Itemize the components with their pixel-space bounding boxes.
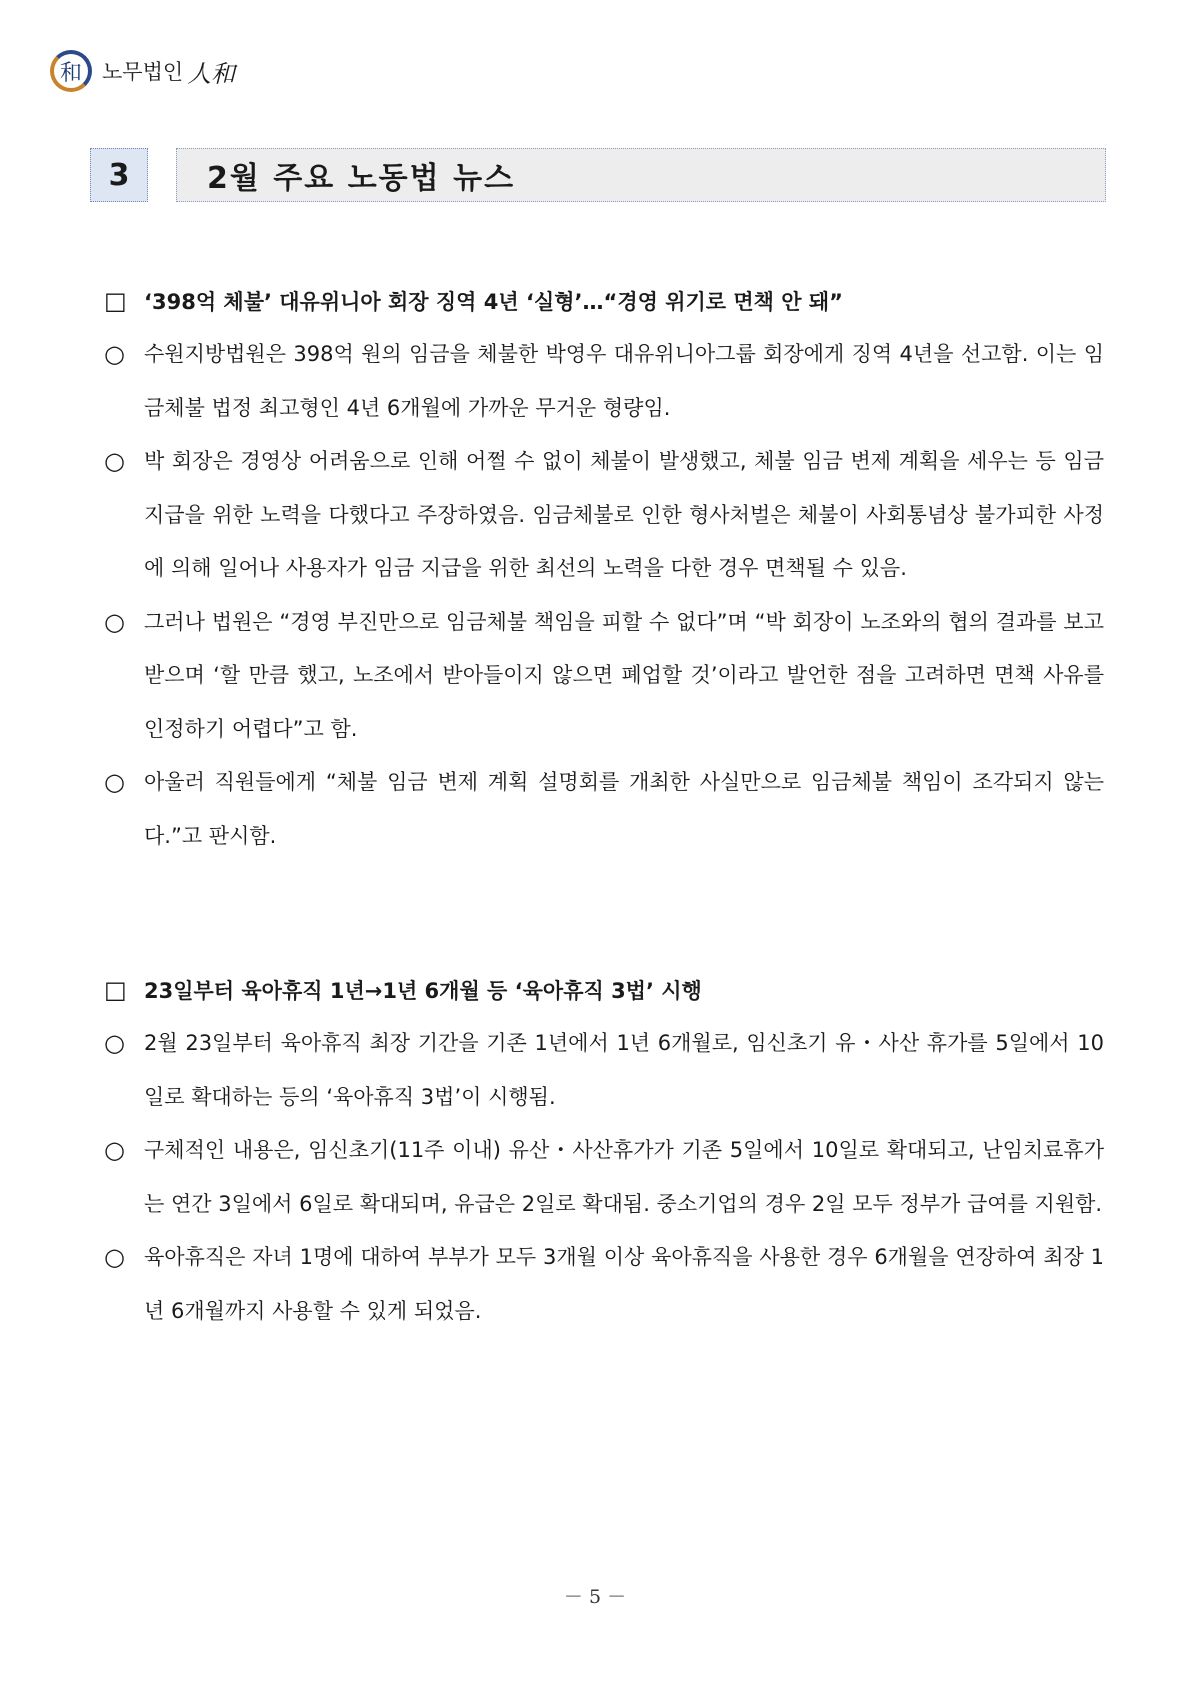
section-title: 2월 주요 노동법 뉴스 [176, 148, 1106, 202]
list-item [104, 1017, 1104, 1124]
article-heading [104, 274, 1104, 328]
list-item-text: 구체적인 내용은, 임신초기(11주 이내) 유산・사산휴가가 기존 5일에서 10일로 확대되고, 난임치료휴가는 연간 3일에서 6일로 확대되며, 유급은 2일로 확대됨. 중소기업의 경우 2일 모두 정부가 급여를 지원함. [144, 1138, 1104, 1216]
list-item-text: 육아휴직은 자녀 1명에 대하여 부부가 모두 3개월 이상 육아휴직을 사용한 경우 6개월을 연장하여 최장 1년 6개월까지 사용할 수 있게 되었음. [144, 1245, 1104, 1323]
spacer [104, 863, 1104, 963]
list-item [104, 328, 1104, 435]
checkbox-square-icon: □ [104, 976, 127, 1004]
circle-bullet-icon: ○ [104, 1136, 125, 1164]
list-item-text: 수원지방법원은 398억 원의 임금을 체불한 박영우 대유위니아그룹 회장에게 징역 4년을 선고함. 이는 임금체불 법정 최고형인 4년 6개월에 가까운 무거운 형량임. [144, 342, 1104, 420]
list-item-text: 아울러 직원들에게 “체불 임금 변제 계획 설명회를 개최한 사실만으로 임금체불 책임이 조각되지 않는다.”고 판시함. [144, 770, 1104, 848]
list-item-text: 그러나 법원은 “경영 부진만으로 임금체불 책임을 피할 수 없다”며 “박 회장이 노조와의 협의 결과를 보고받으며 ‘할 만큼 했고, 노조에서 받아들이지 않으면 폐업할 것’이라고 발언한 점을 고려하면 면책 사유를 인정하기 어렵다”고 함. [144, 609, 1104, 741]
checkbox-square-icon: □ [104, 287, 127, 315]
circle-bullet-icon: ○ [104, 607, 125, 636]
article-heading [104, 963, 1104, 1017]
list-item [104, 1231, 1104, 1338]
org-name-hanja: 人和 [187, 59, 236, 88]
circle-bullet-icon: ○ [104, 447, 125, 475]
list-item [104, 756, 1104, 863]
circle-bullet-icon: ○ [104, 1243, 125, 1271]
article-heading-text: 23일부터 육아휴직 1년→1년 6개월 등 ‘육아휴직 3법’ 시행 [144, 979, 702, 1003]
org-name: 노무법인 [102, 60, 184, 84]
list-item-text: 박 회장은 경영상 어려움으로 인해 어쩔 수 없이 체불이 발생했고, 체불 임금 변제 계획을 세우는 등 임금 지급을 위한 노력을 다했다고 주장하였음. 임금체불로 인한 형사처벌은 체불이 사회통념상 불가피한 사정에 의해 일어나 사용자가 임금 지급을 위한 최선의 노력을 다한 경우 면책될 수 있음. [144, 449, 1104, 580]
circle-bullet-icon: ○ [104, 1029, 125, 1057]
news-content [104, 274, 1104, 1338]
circle-bullet-icon: ○ [104, 768, 125, 796]
page-number: － 5 － [563, 1586, 627, 1608]
logo [50, 50, 235, 92]
article-heading-text: ‘398억 체불’ 대유위니아 회장 징역 4년 ‘실형’…“경영 위기로 면책 안 돼” [144, 290, 843, 314]
list-item [104, 435, 1104, 596]
list-item-text: 2월 23일부터 육아휴직 최장 기간을 기존 1년에서 1년 6개월로, 임신초기 유・사산 휴가를 5일에서 10일로 확대하는 등의 ‘육아휴직 3법’이 시행됨. [144, 1031, 1104, 1109]
section-number: 3 [90, 148, 148, 202]
list-item [104, 1124, 1104, 1231]
logo-emblem-icon: 和 [50, 50, 92, 92]
circle-bullet-icon: ○ [104, 340, 125, 368]
list-item [104, 596, 1104, 757]
